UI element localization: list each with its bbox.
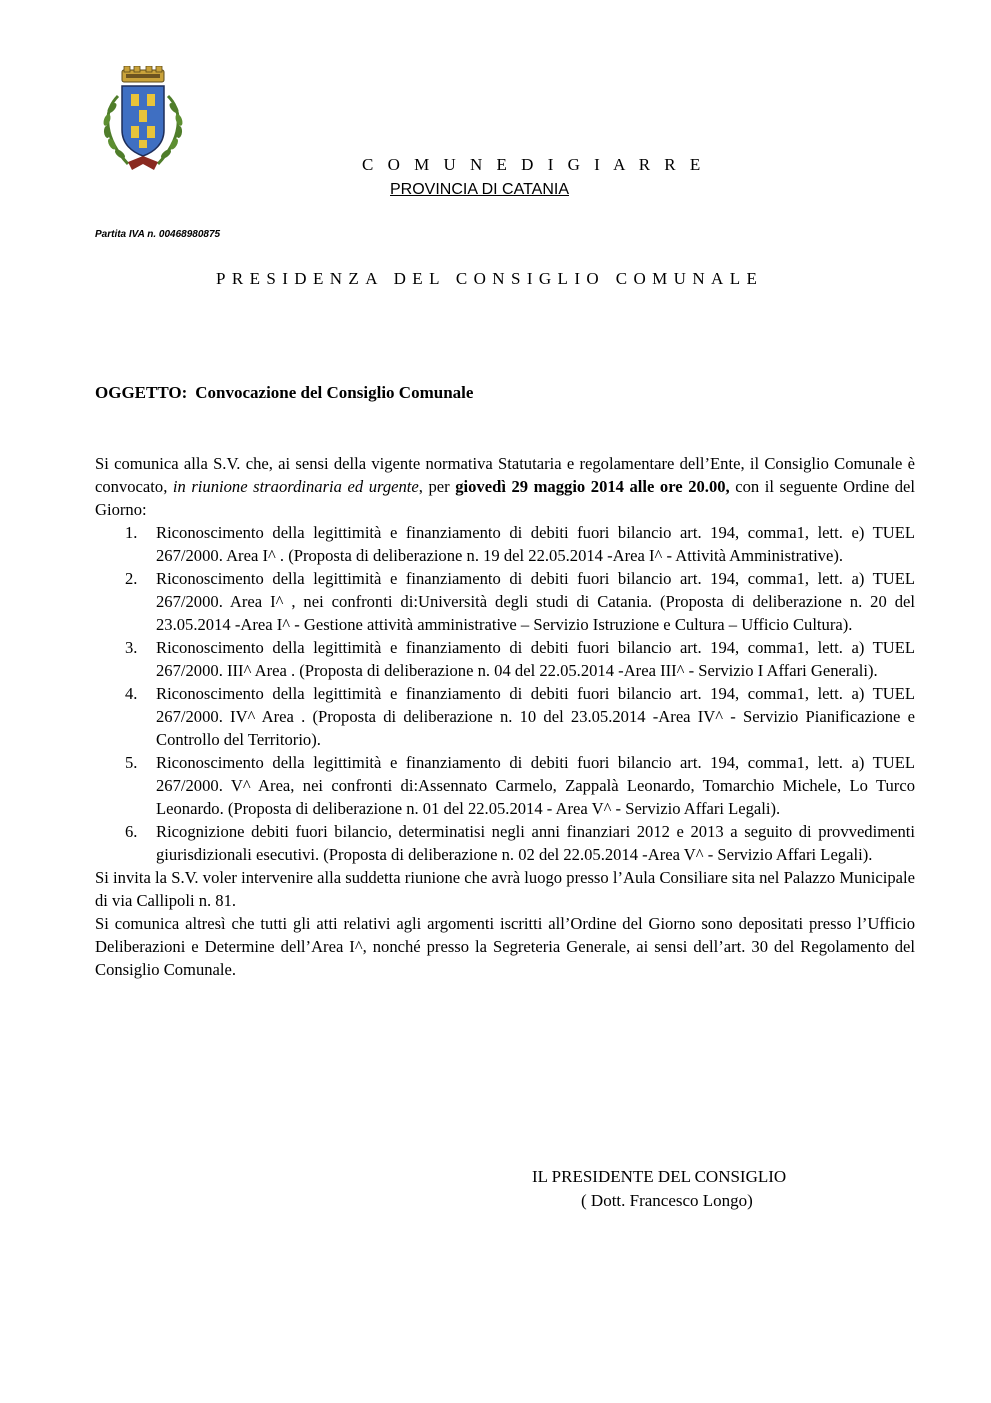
municipality-name: C O M U N E D I G I A R R E xyxy=(362,155,706,174)
agenda-item xyxy=(95,636,915,682)
agenda-item-number: 4. xyxy=(125,684,138,703)
agenda-item-text: Riconoscimento della legittimità e finanziamento di debiti fuori bilancio art. 194, comma1, lett. a) TUEL 267/2000. III^ Area . (Proposta di deliberazione n. 04 del 22.05.2014 -Area III^ - Servizio I Affari Generali). xyxy=(156,638,915,680)
council-presidency-heading: PRESIDENZA DEL CONSIGLIO COMUNALE xyxy=(216,269,764,288)
agenda-item-text: Riconoscimento della legittimità e finanziamento di debiti fuori bilancio art. 194, comma1, lett. a) TUEL 267/2000. IV^ Area . (Proposta di deliberazione n. 10 del 23.05.2014 -Area IV^ - Servizio Pianificazione e Controllo del Territorio). xyxy=(156,684,915,749)
coat-of-arms-emblem xyxy=(98,66,188,174)
signatory-name: ( Dott. Francesco Longo) xyxy=(581,1191,753,1210)
agenda-item-text: Riconoscimento della legittimità e finanziamento di debiti fuori bilancio art. 194, comma1, lett. a) TUEL 267/2000. V^ Area, nei confronti di:Assennato Carmelo, Zappalà Leonardo, Tomarchio Michele, Lo Turco Leonardo. (Proposta di deliberazione n. 01 del 22.05.2014 - Area V^ - Servizio Affari Legali). xyxy=(156,753,915,818)
signature-block xyxy=(532,1165,786,1213)
agenda-item-number: 5. xyxy=(125,753,138,772)
subject-label: OGGETTO: xyxy=(95,383,188,402)
subject-line xyxy=(95,383,473,403)
vat-number: Partita IVA n. 00468980875 xyxy=(95,229,221,240)
intro-text-1: Si comunica alla S.V. che, ai sensi della vigente normativa Statutaria e regolamentare dell’Ente, il Consiglio Comunale è convocato, xyxy=(95,454,915,496)
agenda-list xyxy=(95,521,915,866)
agenda-item-number: 1. xyxy=(125,523,138,542)
signatory-title: IL PRESIDENTE DEL CONSIGLIO xyxy=(532,1167,787,1186)
agenda-item xyxy=(95,820,915,866)
agenda-item-number: 2. xyxy=(125,569,138,588)
agenda-item-number: 6. xyxy=(125,822,138,841)
intro-text-2: , per xyxy=(418,477,456,496)
intro-italic: in riunione straordinaria ed urgente xyxy=(172,477,419,496)
agenda-item-text: Riconoscimento della legittimità e finanziamento di debiti fuori bilancio art. 194, comma1, lett. a) TUEL 267/2000. Area I^ , nei confronti di:Università degli studi di Catania. (Proposta di deliberazione n. 20 del 23.05.2014 -Area I^ - Gestione attività amministrative – Servizio Istruzione e Cultura – Ufficio Cultura). xyxy=(156,569,915,634)
agenda-item-text: Ricognizione debiti fuori bilancio, determinatisi negli anni finanziari 2012 e 2013 a seguito di provvedimenti giurisdizionali esecutivi. (Proposta di deliberazione n. 02 del 22.05.2014 -Area V^ - Servizio Affari Legali). xyxy=(156,822,915,864)
meeting-date: giovedì 29 maggio 2014 alle ore 20.00, xyxy=(455,477,730,496)
agenda-item xyxy=(95,567,915,636)
subject-text: Convocazione del Consiglio Comunale xyxy=(195,383,474,402)
documents-paragraph: Si comunica altresì che tutti gli atti relativi agli argomenti iscritti all’Ordine del Giorno sono depositati presso l’Ufficio Deliberazioni e Determine dell’Area I^, nonché presso la Segreteria Generale, ai sensi dell’art. 30 del Regolamento del Consiglio Comunale. xyxy=(95,914,915,979)
letter-body xyxy=(95,452,915,981)
intro-paragraph xyxy=(95,452,915,521)
province-name: PROVINCIA DI CATANIA xyxy=(390,181,569,198)
intro-text-3: con il seguente Ordine del Giorno: xyxy=(95,477,916,519)
invitation-paragraph: Si invita la S.V. voler intervenire alla suddetta riunione che avrà luogo presso l’Aula Consiliare sita nel Palazzo Municipale di via Callipoli n. 81. xyxy=(95,868,915,910)
agenda-item xyxy=(95,682,915,751)
agenda-item xyxy=(95,751,915,820)
agenda-item-text: Riconoscimento della legittimità e finanziamento di debiti fuori bilancio art. 194, comma1, lett. e) TUEL 267/2000. Area I^ . (Proposta di deliberazione n. 19 del 22.05.2014 -Area I^ - Attività Amministrative). xyxy=(156,523,915,565)
agenda-item xyxy=(95,521,915,567)
agenda-item-number: 3. xyxy=(125,638,138,657)
